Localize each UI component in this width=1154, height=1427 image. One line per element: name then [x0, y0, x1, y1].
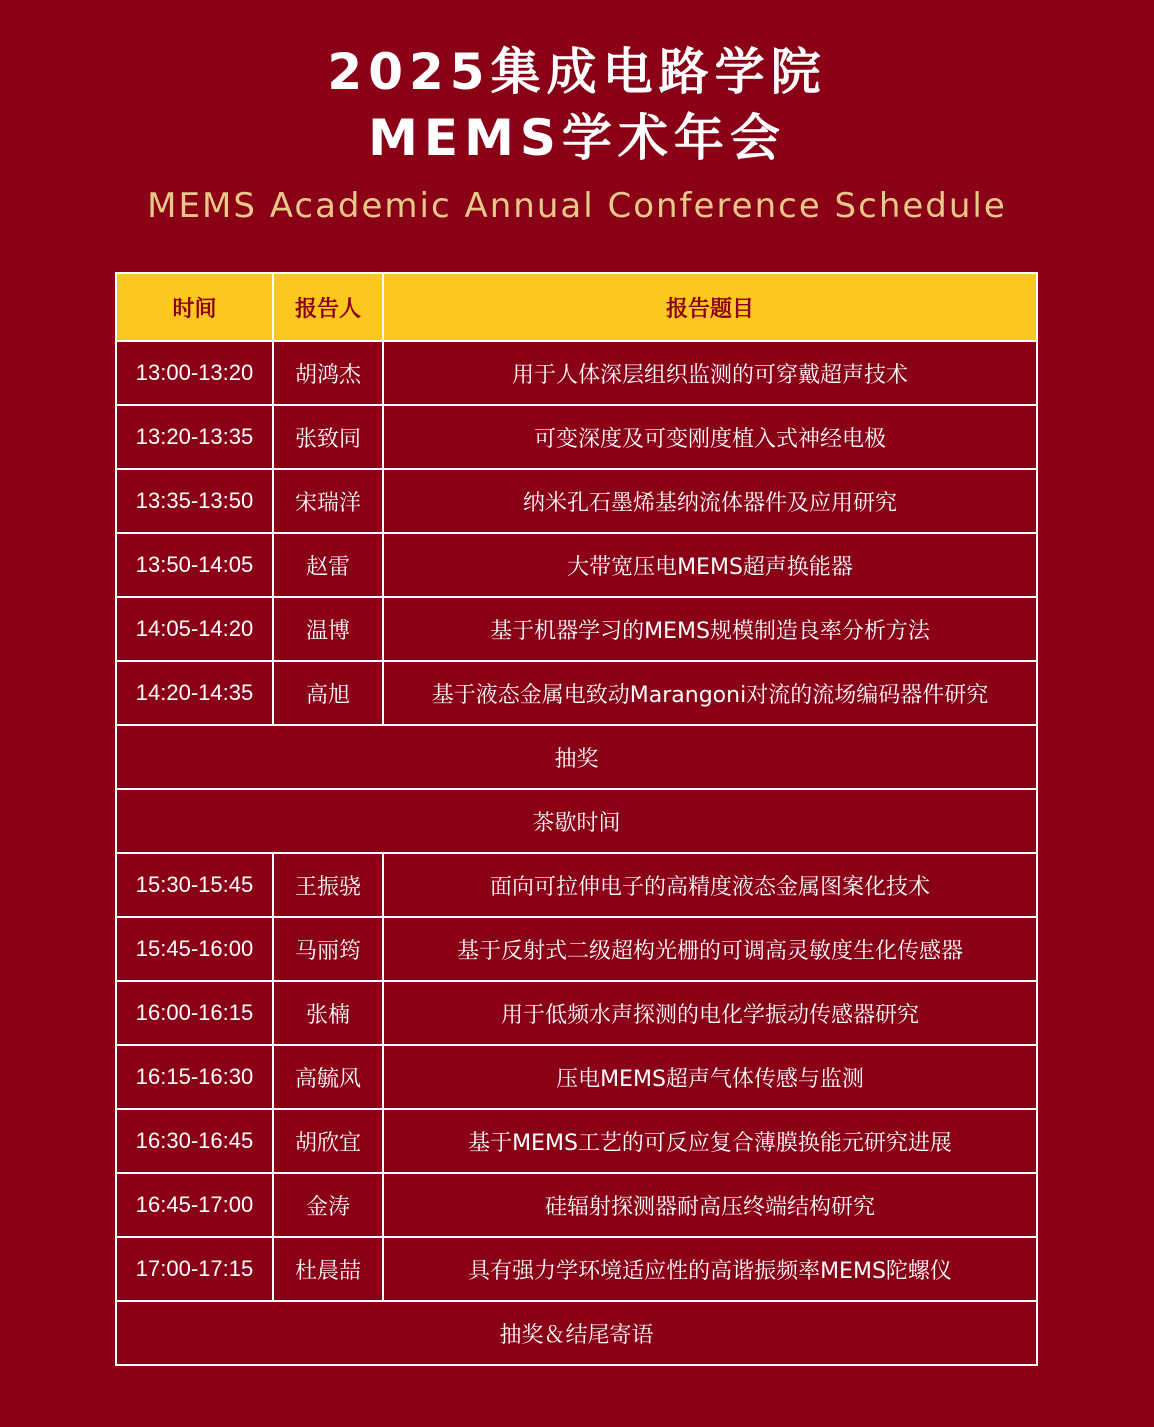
time-cell: 13:50-14:05	[116, 533, 273, 597]
speaker-cell: 高旭	[273, 661, 383, 725]
speaker-cell: 温博	[273, 597, 383, 661]
table-row	[116, 341, 1037, 405]
speaker-cell: 张致同	[273, 405, 383, 469]
time-cell: 13:00-13:20	[116, 341, 273, 405]
title-line-1: 2025集成电路学院	[327, 43, 827, 101]
time-cell: 16:45-17:00	[116, 1173, 273, 1237]
topic-cell: 基于液态金属电致动Marangoni对流的流场编码器件研究	[383, 661, 1037, 725]
table-row	[116, 853, 1037, 917]
topic-cell: 纳米孔石墨烯基纳流体器件及应用研究	[383, 469, 1037, 533]
column-header-speaker: 报告人	[273, 273, 383, 341]
table-row	[116, 1045, 1037, 1109]
topic-cell: 用于低频水声探测的电化学振动传感器研究	[383, 981, 1037, 1045]
table-row	[116, 1237, 1037, 1301]
topic-cell: 基于MEMS工艺的可反应复合薄膜换能元研究进展	[383, 1109, 1037, 1173]
tea-break-cell: 茶歇时间	[116, 789, 1037, 853]
table-row	[116, 661, 1037, 725]
table-row	[116, 469, 1037, 533]
time-cell: 16:00-16:15	[116, 981, 273, 1045]
time-cell: 16:15-16:30	[116, 1045, 273, 1109]
lottery-cell: 抽奖	[116, 725, 1037, 789]
table-row	[116, 917, 1037, 981]
closing-cell: 抽奖＆结尾寄语	[116, 1301, 1037, 1365]
table-row-break	[116, 789, 1037, 853]
time-cell: 13:35-13:50	[116, 469, 273, 533]
topic-cell: 面向可拉伸电子的高精度液态金属图案化技术	[383, 853, 1037, 917]
topic-cell: 具有强力学环境适应性的高谐振频率MEMS陀螺仪	[383, 1237, 1037, 1301]
table-row-break	[116, 1301, 1037, 1365]
topic-cell: 硅辐射探测器耐高压终端结构研究	[383, 1173, 1037, 1237]
topic-cell: 可变深度及可变刚度植入式神经电极	[383, 405, 1037, 469]
time-cell: 15:30-15:45	[116, 853, 273, 917]
speaker-cell: 马丽筠	[273, 917, 383, 981]
table-row	[116, 597, 1037, 661]
topic-cell: 基于反射式二级超构光栅的可调高灵敏度生化传感器	[383, 917, 1037, 981]
time-cell: 14:20-14:35	[116, 661, 273, 725]
time-cell: 16:30-16:45	[116, 1109, 273, 1173]
topic-cell: 基于机器学习的MEMS规模制造良率分析方法	[383, 597, 1037, 661]
speaker-cell: 宋瑞洋	[273, 469, 383, 533]
table-row	[116, 1109, 1037, 1173]
time-cell: 17:00-17:15	[116, 1237, 273, 1301]
speaker-cell: 赵雷	[273, 533, 383, 597]
speaker-cell: 金涛	[273, 1173, 383, 1237]
subtitle: MEMS Academic Annual Conference Schedule	[147, 186, 1007, 226]
table-row	[116, 533, 1037, 597]
topic-cell: 用于人体深层组织监测的可穿戴超声技术	[383, 341, 1037, 405]
speaker-cell: 杜晨喆	[273, 1237, 383, 1301]
speaker-cell: 王振骁	[273, 853, 383, 917]
speaker-cell: 高毓风	[273, 1045, 383, 1109]
table-row	[116, 1173, 1037, 1237]
column-header-time: 时间	[116, 273, 273, 341]
time-cell: 14:05-14:20	[116, 597, 273, 661]
table-row	[116, 981, 1037, 1045]
speaker-cell: 胡鸿杰	[273, 341, 383, 405]
speaker-cell: 胡欣宜	[273, 1109, 383, 1173]
title-line-2: MEMS学术年会	[368, 109, 786, 167]
topic-cell: 大带宽压电MEMS超声换能器	[383, 533, 1037, 597]
speaker-cell: 张楠	[273, 981, 383, 1045]
table-row-break	[116, 725, 1037, 789]
table-row	[116, 405, 1037, 469]
time-cell: 15:45-16:00	[116, 917, 273, 981]
time-cell: 13:20-13:35	[116, 405, 273, 469]
schedule-table	[115, 272, 1038, 1366]
column-header-topic: 报告题目	[383, 273, 1037, 341]
table-header-row	[116, 273, 1037, 341]
topic-cell: 压电MEMS超声气体传感与监测	[383, 1045, 1037, 1109]
